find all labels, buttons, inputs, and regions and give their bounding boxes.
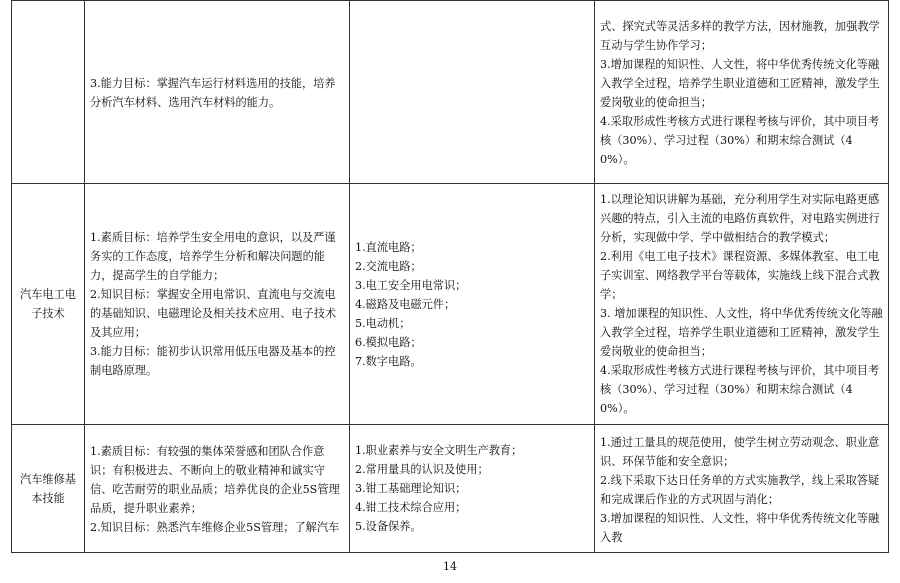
course-name-cell bbox=[12, 1, 85, 184]
method-item: 2.线下采取下达日任务单的方式实施教学，线上采取答疑和完成课后作业的方式巩固与消化； bbox=[600, 473, 880, 506]
goal-item: 1.素质目标：有较强的集体荣誉感和团队合作意识；有积极进去、不断向上的敬业精神和诚实守信、吃苦耐劳的职业品质；培养优良的企业5S管理品质，提升职业素养； bbox=[90, 445, 340, 515]
goal-item: 2.知识目标：熟悉汽车维修企业5S管理；了解汽车 bbox=[90, 521, 340, 534]
course-name-cell: 汽车电工电子技术 bbox=[12, 184, 85, 425]
method-item: 2.利用《电工电子技术》课程资源、多媒体教室、电工电子实训室、网络教学平台等载体，实施线上线下混合式教学； bbox=[600, 250, 880, 301]
goal-item: 3.能力目标：掌握汽车运行材料选用的技能，培养分析汽车材料、选用汽车材料的能力。 bbox=[90, 77, 336, 109]
content-item: 2.常用量具的认识及使用； bbox=[355, 463, 489, 476]
content-cell bbox=[350, 1, 595, 184]
content-item: 6.模拟电路； bbox=[355, 335, 422, 349]
method-item: 式、探究式等灵活多样的教学方法，因材施教，加强教学互动与学生协作学习； bbox=[600, 20, 880, 52]
content-item: 3.电工安全用电常识； bbox=[355, 278, 467, 292]
method-item: 4.采取形成性考核方式进行课程考核与评价，其中项目考核（30%）、学习过程（30%）和期末综合测试（40%）。 bbox=[600, 364, 880, 415]
goals-cell bbox=[85, 1, 350, 184]
goal-item: 1.素质目标：培养学生安全用电的意识，以及严谨务实的工作态度，培养学生分析和解决问题的能力，提高学生的自学能力； bbox=[90, 231, 336, 282]
content-item: 4.钳工技术综合应用； bbox=[355, 501, 467, 514]
goals-cell bbox=[85, 425, 350, 553]
goal-item: 2.知识目标：掌握安全用电常识、直流电与交流电的基础知识、电磁理论及相关技术应用、电子技术及其应用； bbox=[90, 288, 337, 339]
method-item: 3.增加课程的知识性、人文性，将中华优秀传统文化等融入教学全过程，培养学生职业道德和工匠精神，激发学生爱岗敬业的使命担当； bbox=[600, 58, 880, 109]
method-item: 1.通过工量具的规范使用，使学生树立劳动观念、职业意识、环保节能和安全意识； bbox=[600, 435, 880, 468]
goals-cell bbox=[85, 184, 350, 425]
method-item: 1.以理论知识讲解为基础，充分利用学生对实际电路更感兴趣的特点，引入主流的电路仿真软件，对电路实例进行分析，实现做中学、学中做相结合的教学模式； bbox=[600, 193, 880, 244]
methods-cell bbox=[595, 184, 889, 425]
content-item: 3.钳工基础理论知识； bbox=[355, 482, 467, 495]
goal-item: 3.能力目标：能初步认识常用低压电器及基本的控制电路原理。 bbox=[90, 345, 336, 377]
course-name-cell: 汽车维修基本技能 bbox=[12, 425, 85, 553]
table-row bbox=[12, 425, 889, 553]
table-row bbox=[12, 184, 889, 425]
content-item: 1.职业素养与安全文明生产教育； bbox=[355, 444, 523, 457]
content-item: 5.电动机； bbox=[355, 316, 411, 330]
method-item: 4.采取形成性考核方式进行课程考核与评价，其中项目考核（30%）、学习过程（30%）和期末综合测试（40%）。 bbox=[600, 115, 880, 166]
content-item: 7.数字电路。 bbox=[355, 354, 422, 368]
page-number: 14 bbox=[443, 560, 457, 573]
content-cell bbox=[350, 184, 595, 425]
table-row bbox=[12, 1, 889, 184]
methods-cell bbox=[595, 425, 889, 553]
method-item: 3. 增加课程的知识性、人文性，将中华优秀传统文化等融入教学全过程，培养学生职业道德和工匠精神，激发学生爱岗敬业的使命担当； bbox=[600, 307, 883, 358]
content-cell bbox=[350, 425, 595, 553]
content-item: 2.交流电路； bbox=[355, 259, 422, 273]
method-item: 3.增加课程的知识性、人文性，将中华优秀传统文化等融入教 bbox=[600, 511, 880, 544]
content-item: 1.直流电路； bbox=[355, 240, 422, 254]
content-item: 4.磁路及电磁元件； bbox=[355, 297, 456, 311]
methods-cell bbox=[595, 1, 889, 184]
content-item: 5.设备保养。 bbox=[355, 520, 422, 533]
curriculum-table bbox=[11, 0, 889, 553]
